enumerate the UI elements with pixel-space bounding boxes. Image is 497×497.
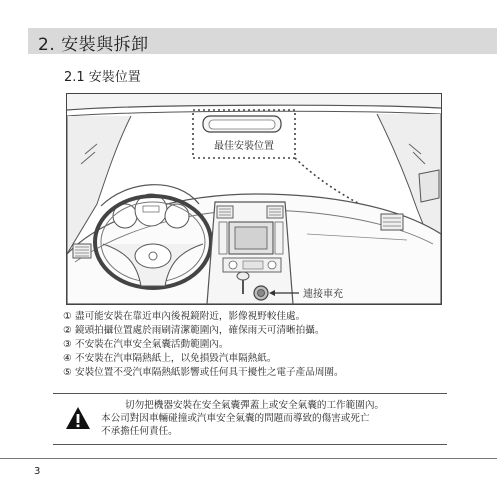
page-footer-rule	[0, 458, 497, 459]
warning-text: 切勿把機器安裝在安全氣囊彈蓋上或安全氣囊的工作範圍內。 本公司對因車輛碰撞或汽車安全氣囊的問題而導致的傷害或死亡 不承擔任何責任。	[101, 400, 385, 437]
section-title: 2. 安裝與拆卸	[38, 35, 149, 55]
note-item: ② 鏡頭拍攝位置處於雨刷清潔範圍內，確保雨天可清晰拍攝。	[63, 325, 325, 336]
installation-figure	[66, 93, 442, 305]
subsection-title: 2.1 安裝位置	[64, 70, 141, 85]
note-item: ④ 不安裝在汽車隔熱紙上，以免損毀汽車隔熱紙。	[63, 353, 277, 364]
installation-notes	[63, 310, 344, 380]
warning-box	[53, 393, 447, 445]
best-position-label: 最佳安裝位置	[214, 141, 274, 152]
note-item: ① 盡可能安裝在靠近車內後視鏡附近，影像視野較佳處。	[63, 311, 306, 322]
note-item: ⑤ 安裝位置不受汽車隔熱紙影響或任何具干擾性之電子產品周圍。	[63, 367, 344, 378]
warning-icon	[65, 406, 91, 430]
note-item: ③ 不安裝在汽車安全氣囊活動範圍內。	[63, 339, 229, 350]
connect-car-charger-label: 連接車充	[303, 289, 343, 300]
page-number: 3	[34, 466, 41, 477]
car-interior-illustration	[67, 94, 441, 304]
